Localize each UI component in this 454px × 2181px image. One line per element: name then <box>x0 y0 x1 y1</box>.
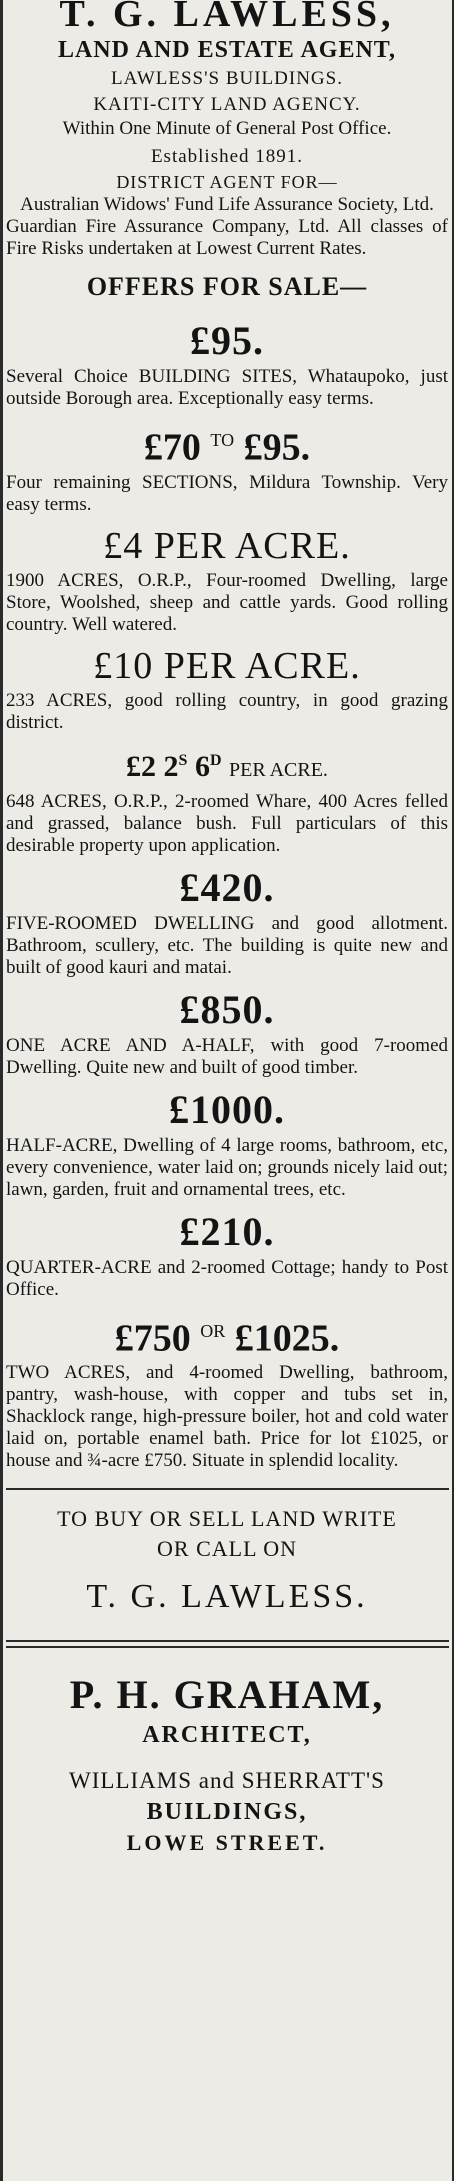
price-from: £70 <box>143 426 201 469</box>
listing-price: £420. <box>179 864 275 910</box>
right-column-rule <box>449 0 454 2181</box>
price-to: £95. <box>243 426 311 469</box>
price-shilling-mark: S <box>178 751 188 769</box>
agent-role-heading: LAND AND ESTATE AGENT, <box>57 37 397 63</box>
listing-description: FIVE-ROOMED DWELLING and good allotment. Bathroom, scullery, etc. The building is quite new and built of good kauri and matai. <box>6 912 448 978</box>
agency-australian-widows: Australian Widows' Fund Life Assurance Society, Ltd. <box>20 194 434 215</box>
listing-description: 1900 ACRES, O.R.P., Four-roomed Dwelling, large Store, Woolshed, sheep and cattle yards. Good rolling country. Well watered. <box>6 569 448 635</box>
listing-description: Four remaining SECTIONS, Mildura Township. Very easy terms. <box>6 471 448 515</box>
listing-description: 648 ACRES, O.R.P., 2-roomed Whare, 400 Acres felled and grassed, balance bush. Full particulars of this desirable property upon application. <box>6 790 448 856</box>
listing-price: £10 PER ACRE. <box>93 644 361 687</box>
price-per-acre: PER ACRE. <box>229 758 328 781</box>
buildings-line: LAWLESS'S BUILDINGS. <box>111 68 343 89</box>
listing-description: HALF-ACRE, Dwelling of 4 large rooms, bathroom, etc, every convenience, water laid on; grounds nicely laid out; lawn, garden, fruit and ornamental trees, etc. <box>6 1134 448 1200</box>
architect-address-line-1: WILLIAMS and SHERRATT'S <box>69 1768 385 1794</box>
district-agent-line: DISTRICT AGENT FOR— <box>116 172 338 192</box>
listing-price: £210. <box>179 1208 275 1254</box>
listing-item <box>6 985 448 1079</box>
listing-item <box>6 416 448 516</box>
agency-guardian-fire: Guardian Fire Assurance Company, Ltd. All classes of Fire Risks undertaken at Lowest Current Rates. <box>6 216 448 259</box>
listing-description: QUARTER-ACRE and 2-roomed Cottage; handy to Post Office. <box>6 1256 448 1300</box>
listing-price: £95. <box>190 318 264 363</box>
price-from: £750 <box>114 1317 191 1360</box>
established-line: Established 1891. <box>150 146 304 167</box>
advertisement-separator <box>0 1640 454 1648</box>
listing-description: TWO ACRES, and 4-roomed Dwelling, bathroom, pantry, wash-house, with copper and tubs set in, Shacklock range, high-pressure boiler, hot and cold water laid on, portable enamel bath. Price for lot £1025, or house and ¾-acre £750. Situate in splendid locality. <box>6 1362 448 1472</box>
architect-street: LOWE STREET. <box>126 1830 328 1856</box>
listing-description: ONE ACRE AND A-HALF, with good 7-roomed Dwelling. Quite new and built of good timber. <box>6 1034 448 1078</box>
price-connector: TO <box>210 430 235 450</box>
price-to: £1025. <box>234 1317 340 1360</box>
listing-price-range <box>6 416 448 472</box>
agency-line: KAITI-CITY LAND AGENCY. <box>93 94 361 115</box>
listing-item <box>6 740 448 857</box>
listing-item <box>6 316 448 410</box>
location-line: Within One Minute of General Post Office. <box>62 118 392 139</box>
architect-address-line-2: BUILDINGS, <box>146 1799 308 1826</box>
architect-name-heading: P. H. GRAHAM, <box>69 1672 385 1718</box>
listing-price-range <box>6 1307 448 1363</box>
listing-description: 233 ACRES, good rolling country, in good grazing district. <box>6 689 448 733</box>
left-column-rule <box>0 0 6 2181</box>
listing-price: £1000. <box>169 1086 285 1132</box>
price-pounds: £2 2 <box>126 749 179 783</box>
listing-item <box>6 522 448 636</box>
agent-name-footer: T. G. LAWLESS. <box>86 1578 368 1616</box>
section-divider <box>0 1488 454 1490</box>
agent-name-heading: T. G. LAWLESS, <box>59 0 395 35</box>
listing-item <box>6 863 448 979</box>
price-pence: 6 <box>194 749 210 783</box>
price-connector: OR <box>200 1320 226 1341</box>
listing-item <box>6 1085 448 1201</box>
listing-price: £850. <box>179 986 275 1032</box>
price-pence-mark: D <box>209 751 222 769</box>
listing-price: £4 PER ACRE. <box>103 524 351 567</box>
call-to-action-line-1: TO BUY OR SELL LAND WRITE <box>57 1506 397 1532</box>
listing-price-shillings <box>6 740 448 791</box>
listing-item <box>6 1307 448 1473</box>
listing-item <box>6 1207 448 1301</box>
call-to-action-line-2: OR CALL ON <box>157 1536 297 1562</box>
architect-title: ARCHITECT, <box>142 1722 312 1749</box>
listing-item <box>6 642 448 734</box>
listing-description: Several Choice BUILDING SITES, Whataupoko, just outside Borough area. Exceptionally easy terms. <box>6 366 448 409</box>
offers-for-sale-heading: OFFERS FOR SALE— <box>86 272 368 301</box>
